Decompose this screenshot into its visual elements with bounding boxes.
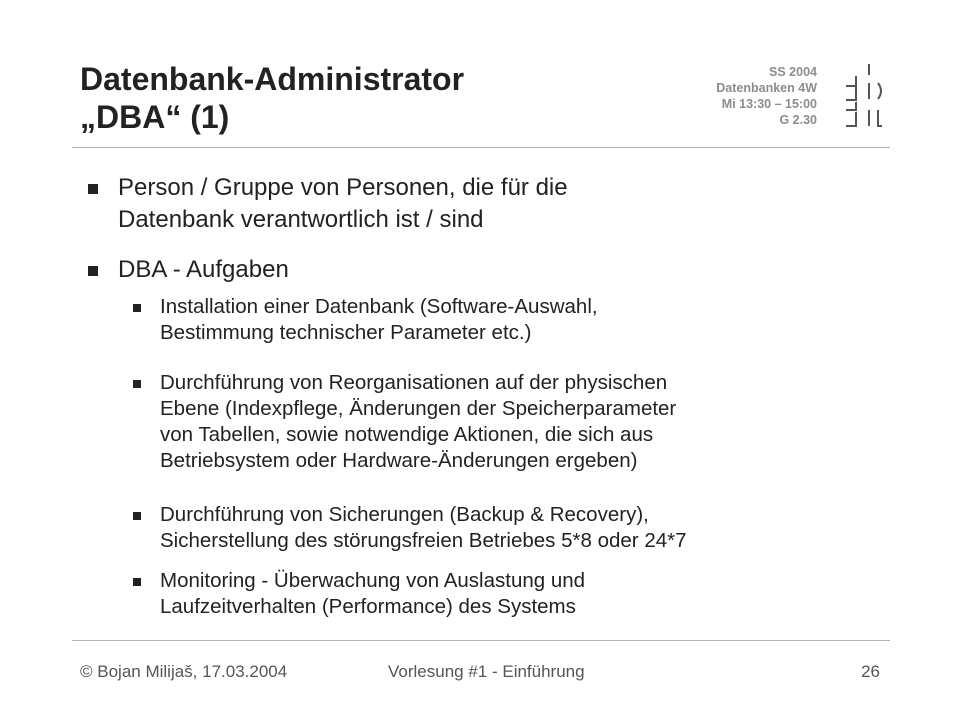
sub-bullet-line: Betriebsystem oder Hardware-Änderungen ergeben) <box>160 449 638 473</box>
bullet-line: Person / Gruppe von Personen, die für die <box>118 174 568 201</box>
slide-title <box>80 60 464 137</box>
logo-stroke <box>846 86 856 100</box>
footer-lecture: Vorlesung #1 - Einführung <box>388 662 585 681</box>
footer-page-number: 26 <box>861 662 880 681</box>
square-bullet-icon <box>133 304 141 312</box>
square-bullet-icon <box>133 578 141 586</box>
sub-bullet-line: Monitoring - Überwachung von Auslastung und <box>160 569 586 592</box>
sub-bullet-item <box>160 370 860 474</box>
sub-bullet-line: Bestimmung technischer Parameter etc.) <box>160 321 532 345</box>
footer-divider <box>72 640 890 641</box>
sub-bullet-line: Durchführung von Sicherungen (Backup & Recovery), <box>160 503 649 526</box>
bullet-line: Datenbank verantwortlich ist / sind <box>118 205 484 233</box>
bullet-item <box>118 172 858 235</box>
sub-bullet-line: von Tabellen, sowie notwendige Aktionen, die sich aus <box>160 423 654 447</box>
logo-stroke <box>878 110 882 126</box>
footer-author: © Bojan Milijaš, 17.03.2004 <box>80 662 288 681</box>
logo-stroke <box>878 83 881 99</box>
square-bullet-icon <box>133 380 141 388</box>
course-info <box>716 64 817 128</box>
square-bullet-icon <box>88 266 98 276</box>
sub-bullet-line: Laufzeitverhalten (Performance) des Systems <box>160 595 576 619</box>
sub-bullet-item <box>160 568 860 620</box>
sub-bullet-line: Installation einer Datenbank (Software-Auswahl, <box>160 295 598 318</box>
bullet-item <box>118 254 858 286</box>
sub-bullet-item <box>160 294 860 346</box>
sub-bullet-line: Sicherstellung des störungsfreien Betriebes 5*8 oder 24*7 <box>160 529 687 553</box>
course-time: Mi 13:30 – 15:00 <box>721 97 817 111</box>
course-semester: SS 2004 <box>769 65 817 79</box>
sub-bullet-item <box>160 502 860 554</box>
logo-stroke <box>846 102 856 110</box>
square-bullet-icon <box>133 512 141 520</box>
square-bullet-icon <box>88 184 98 194</box>
logo-stroke <box>846 112 856 126</box>
title-line-1: Datenbank-Administrator <box>80 61 465 97</box>
tu-wien-logo <box>826 62 886 132</box>
logo-stroke <box>846 76 856 86</box>
sub-bullet-line: Durchführung von Reorganisationen auf der physischen <box>160 371 668 394</box>
course-room: G 2.30 <box>779 113 817 127</box>
sub-bullet-line: Ebene (Indexpflege, Änderungen der Speicherparameter <box>160 397 677 421</box>
header-divider <box>72 147 890 148</box>
bullet-line: DBA - Aufgaben <box>118 256 289 283</box>
title-line-2: „DBA“ (1) <box>80 99 230 136</box>
course-name: Datenbanken 4W <box>716 81 817 95</box>
